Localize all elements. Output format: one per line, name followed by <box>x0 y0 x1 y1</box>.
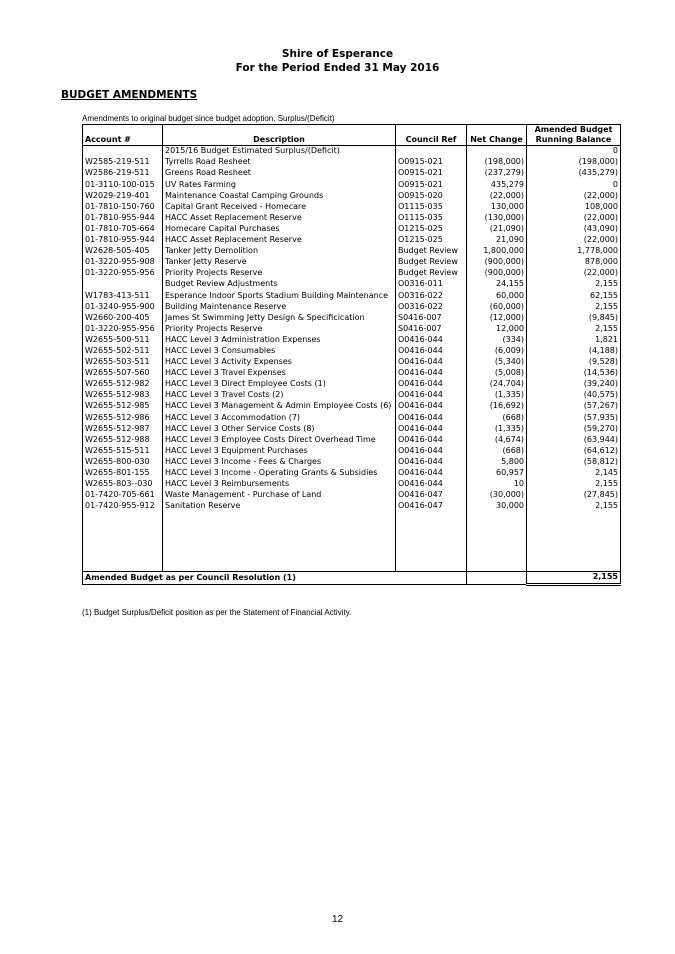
cell-description: Budget Review Adjustments <box>163 279 396 290</box>
cell-running-balance: (58,812) <box>527 457 621 468</box>
cell-council-ref: O0316-022 <box>396 301 467 312</box>
cell-council-ref: O0915-021 <box>396 168 467 179</box>
table-row <box>83 379 621 390</box>
table-row <box>83 401 621 412</box>
cell-running-balance: 1,778,000 <box>527 246 621 257</box>
cell-description: Capital Grant Received - Homecare <box>163 201 396 212</box>
cell-account: W2585-219-511 <box>83 157 163 168</box>
cell-description: Greens Road Resheet <box>163 168 396 179</box>
cell-council-ref: Budget Review <box>396 246 467 257</box>
cell-running-balance: 0 <box>527 179 621 190</box>
cell-description: Maintenance Coastal Camping Grounds <box>163 190 396 201</box>
cell-description: HACC Asset Replacement Reserve <box>163 235 396 246</box>
cell-running-balance: (9,528) <box>527 357 621 368</box>
cell-net-change: (198,000) <box>467 157 527 168</box>
cell-account: 01-7420-705-661 <box>83 490 163 501</box>
cell-description: HACC Level 3 Reimbursements <box>163 479 396 490</box>
cell-description: HACC Level 3 Travel Expenses <box>163 368 396 379</box>
table-row <box>83 257 621 268</box>
spacer-cell <box>396 512 467 572</box>
cell-description: HACC Level 3 Other Service Costs (8) <box>163 423 396 434</box>
cell-council-ref: Budget Review <box>396 257 467 268</box>
cell-council-ref: O0316-011 <box>396 279 467 290</box>
cell-running-balance: (4,188) <box>527 346 621 357</box>
cell-description: Priority Projects Reserve <box>163 268 396 279</box>
cell-running-balance: (22,000) <box>527 235 621 246</box>
spacer-cell <box>83 512 163 572</box>
cell-net-change: (900,000) <box>467 268 527 279</box>
cell-net-change: (5,340) <box>467 357 527 368</box>
cell-council-ref: O0416-044 <box>396 423 467 434</box>
table-row <box>83 457 621 468</box>
cell-net-change: (4,674) <box>467 434 527 445</box>
cell-council-ref: O0416-044 <box>396 346 467 357</box>
table-row <box>83 390 621 401</box>
col-running-balance-line2: Running Balance <box>535 135 612 144</box>
col-running-balance-line1: Amended Budget <box>534 125 613 134</box>
cell-account: 01-3220-955-956 <box>83 324 163 335</box>
cell-net-change: (30,000) <box>467 490 527 501</box>
cell-net-change: 21,090 <box>467 235 527 246</box>
cell-net-change: (668) <box>467 446 527 457</box>
cell-council-ref: S0416-007 <box>396 312 467 323</box>
report-period: For the Period Ended 31 May 2016 <box>235 62 440 74</box>
cell-net-change: (16,692) <box>467 401 527 412</box>
table-row <box>83 501 621 512</box>
cell-net-change: (900,000) <box>467 257 527 268</box>
cell-net-change: (1,335) <box>467 390 527 401</box>
table-row <box>83 179 621 190</box>
cell-account: W2655-512-986 <box>83 412 163 423</box>
cell-description: 2015/16 Budget Estimated Surplus/(Deficit) <box>163 146 396 158</box>
cell-running-balance: (22,000) <box>527 213 621 224</box>
cell-running-balance: 2,155 <box>527 301 621 312</box>
cell-running-balance: (43,090) <box>527 224 621 235</box>
cell-net-change: 130,000 <box>467 201 527 212</box>
cell-account: W2655-512-985 <box>83 401 163 412</box>
cell-account: 01-7420-955-912 <box>83 501 163 512</box>
cell-running-balance: 2,145 <box>527 468 621 479</box>
table-row <box>83 190 621 201</box>
cell-running-balance: 1,821 <box>527 335 621 346</box>
cell-running-balance: (59,270) <box>527 423 621 434</box>
cell-net-change: (21,090) <box>467 224 527 235</box>
cell-account: W2655-512-983 <box>83 390 163 401</box>
cell-council-ref: O0416-044 <box>396 446 467 457</box>
table-row <box>83 490 621 501</box>
cell-council-ref: O0416-044 <box>396 379 467 390</box>
total-row <box>83 572 621 585</box>
cell-council-ref: O0416-044 <box>396 390 467 401</box>
cell-council-ref: O1115-035 <box>396 213 467 224</box>
cell-running-balance: 108,000 <box>527 201 621 212</box>
cell-net-change: (22,000) <box>467 190 527 201</box>
cell-description: HACC Level 3 Income - Fees & Charges <box>163 457 396 468</box>
cell-net-change: 30,000 <box>467 501 527 512</box>
spacer-cell <box>527 512 621 572</box>
table-row <box>83 335 621 346</box>
cell-net-change: 60,957 <box>467 468 527 479</box>
cell-account: W1783-413-511 <box>83 290 163 301</box>
table-row <box>83 224 621 235</box>
table-row <box>83 279 621 290</box>
table-row <box>83 368 621 379</box>
cell-net-change: (6,009) <box>467 346 527 357</box>
cell-account: 01-3220-955-956 <box>83 268 163 279</box>
table-spacer-row <box>83 512 621 572</box>
cell-account: W2628-505-405 <box>83 246 163 257</box>
cell-account: W2655-512-987 <box>83 423 163 434</box>
table-row <box>83 446 621 457</box>
cell-council-ref: Budget Review <box>396 268 467 279</box>
cell-council-ref: O0416-047 <box>396 501 467 512</box>
cell-account: 01-7810-955-944 <box>83 235 163 246</box>
cell-description: UV Rates Farming <box>163 179 396 190</box>
footnote: (1) Budget Surplus/Deficit position as per the Statement of Financial Activity. <box>82 608 352 617</box>
cell-description: Homecare Capital Purchases <box>163 224 396 235</box>
cell-running-balance: (64,612) <box>527 446 621 457</box>
cell-running-balance: (27,845) <box>527 490 621 501</box>
table-row <box>83 235 621 246</box>
total-label: Amended Budget as per Council Resolution (1) <box>83 572 467 585</box>
cell-council-ref: S0416-007 <box>396 324 467 335</box>
page-number: 12 <box>331 914 344 925</box>
cell-running-balance: (9,845) <box>527 312 621 323</box>
cell-account: W2660-200-405 <box>83 312 163 323</box>
cell-council-ref: O0915-021 <box>396 157 467 168</box>
cell-council-ref: O1215-025 <box>396 224 467 235</box>
cell-council-ref: O1215-025 <box>396 235 467 246</box>
cell-account <box>83 146 163 158</box>
table-row <box>83 213 621 224</box>
table-row <box>83 146 621 158</box>
cell-running-balance: (40,575) <box>527 390 621 401</box>
cell-description: HACC Level 3 Accommodation (7) <box>163 412 396 423</box>
cell-council-ref: O0416-044 <box>396 468 467 479</box>
cell-description: Tyrrells Road Resheet <box>163 157 396 168</box>
cell-council-ref: O0915-021 <box>396 179 467 190</box>
cell-running-balance: 62,155 <box>527 290 621 301</box>
cell-account: W2029-219-401 <box>83 190 163 201</box>
cell-account: W2655-502-511 <box>83 346 163 357</box>
cell-running-balance: (63,944) <box>527 434 621 445</box>
cell-net-change: (237,279) <box>467 168 527 179</box>
cell-council-ref: O0416-044 <box>396 434 467 445</box>
table-row <box>83 357 621 368</box>
cell-description: HACC Level 3 Equipment Purchases <box>163 446 396 457</box>
cell-account: 01-3110-100-015 <box>83 179 163 190</box>
cell-running-balance: (57,267) <box>527 401 621 412</box>
cell-council-ref: O0416-044 <box>396 401 467 412</box>
cell-account: W2655-515-511 <box>83 446 163 457</box>
budget-amendments-table <box>82 124 621 586</box>
cell-account: 01-7810-705-664 <box>83 224 163 235</box>
cell-description: HACC Level 3 Activity Expenses <box>163 357 396 368</box>
cell-account: W2655-512-988 <box>83 434 163 445</box>
table-row <box>83 324 621 335</box>
cell-description: HACC Level 3 Consumables <box>163 346 396 357</box>
cell-description: Waste Management - Purchase of Land <box>163 490 396 501</box>
cell-account: W2655-503-511 <box>83 357 163 368</box>
cell-account: W2655-800-030 <box>83 457 163 468</box>
cell-running-balance: 2,155 <box>527 479 621 490</box>
cell-net-change: (130,000) <box>467 213 527 224</box>
col-net-change: Net Change <box>467 125 527 146</box>
cell-description: HACC Level 3 Income - Operating Grants & Subsidies <box>163 468 396 479</box>
cell-council-ref: O0416-044 <box>396 479 467 490</box>
col-council-ref: Council Ref <box>396 125 467 146</box>
cell-description: HACC Level 3 Management & Admin Employee Costs (6) <box>163 401 396 412</box>
cell-description: Building Maintenance Reserve <box>163 301 396 312</box>
table-row <box>83 423 621 434</box>
cell-running-balance: (57,935) <box>527 412 621 423</box>
table-row <box>83 346 621 357</box>
cell-net-change: 1,800,000 <box>467 246 527 257</box>
cell-description: Priority Projects Reserve <box>163 324 396 335</box>
cell-running-balance: (39,240) <box>527 379 621 390</box>
cell-account: W2655-507-560 <box>83 368 163 379</box>
table-row <box>83 412 621 423</box>
cell-running-balance: (14,536) <box>527 368 621 379</box>
cell-net-change: (668) <box>467 412 527 423</box>
cell-account: W2586-219-511 <box>83 168 163 179</box>
cell-running-balance: 2,155 <box>527 501 621 512</box>
table-row <box>83 468 621 479</box>
cell-account: 01-3240-955-900 <box>83 301 163 312</box>
cell-account: W2655-512-982 <box>83 379 163 390</box>
cell-account: 01-3220-955-908 <box>83 257 163 268</box>
cell-description: Esperance Indoor Sports Stadium Building Maintenance <box>163 290 396 301</box>
cell-account: W2655-500-511 <box>83 335 163 346</box>
cell-description: Tanker Jetty Demolition <box>163 246 396 257</box>
cell-council-ref: O0416-044 <box>396 412 467 423</box>
cell-account: W2655-801-155 <box>83 468 163 479</box>
cell-description: HACC Level 3 Direct Employee Costs (1) <box>163 379 396 390</box>
section-heading: BUDGET AMENDMENTS <box>61 89 198 101</box>
cell-running-balance: 2,155 <box>527 279 621 290</box>
total-net-change <box>467 572 527 585</box>
cell-description: HACC Asset Replacement Reserve <box>163 213 396 224</box>
table-row <box>83 268 621 279</box>
cell-net-change: 5,800 <box>467 457 527 468</box>
cell-council-ref: O0416-044 <box>396 335 467 346</box>
cell-running-balance: (198,000) <box>527 157 621 168</box>
table-row <box>83 201 621 212</box>
cell-council-ref <box>396 146 467 158</box>
table-row <box>83 246 621 257</box>
cell-net-change: (334) <box>467 335 527 346</box>
cell-net-change: (5,008) <box>467 368 527 379</box>
cell-description: HACC Level 3 Administration Expenses <box>163 335 396 346</box>
spacer-cell <box>467 512 527 572</box>
cell-net-change: (60,000) <box>467 301 527 312</box>
cell-net-change: (24,704) <box>467 379 527 390</box>
table-body <box>83 146 621 585</box>
spacer-cell <box>163 512 396 572</box>
cell-council-ref: O0316-022 <box>396 290 467 301</box>
cell-net-change: 10 <box>467 479 527 490</box>
cell-council-ref: O0416-047 <box>396 490 467 501</box>
table-row <box>83 434 621 445</box>
cell-net-change: 24,155 <box>467 279 527 290</box>
col-account: Account # <box>83 125 163 146</box>
cell-running-balance: 0 <box>527 146 621 158</box>
table-row <box>83 479 621 490</box>
cell-net-change: 12,000 <box>467 324 527 335</box>
cell-account: 01-7810-955-944 <box>83 213 163 224</box>
cell-net-change: 435,279 <box>467 179 527 190</box>
table-note: Amendments to original budget since budget adoption. Surplus/(Deficit) <box>82 114 335 123</box>
cell-running-balance: (22,000) <box>527 190 621 201</box>
cell-council-ref: O0416-044 <box>396 457 467 468</box>
table-row <box>83 301 621 312</box>
total-value: 2,155 <box>527 572 621 585</box>
cell-account: 01-7810-150-760 <box>83 201 163 212</box>
col-running-balance <box>527 125 621 146</box>
cell-running-balance: 878,000 <box>527 257 621 268</box>
cell-net-change <box>467 146 527 158</box>
cell-net-change: (12,000) <box>467 312 527 323</box>
cell-account <box>83 279 163 290</box>
cell-council-ref: O1115-035 <box>396 201 467 212</box>
cell-running-balance: 2,155 <box>527 324 621 335</box>
table-header-row <box>83 125 621 146</box>
cell-net-change: 60,000 <box>467 290 527 301</box>
cell-description: HACC Level 3 Employee Costs Direct Overhead Time <box>163 434 396 445</box>
cell-description: Tanker Jetty Reserve <box>163 257 396 268</box>
table-row <box>83 312 621 323</box>
cell-account: W2655-803--030 <box>83 479 163 490</box>
table-row <box>83 168 621 179</box>
cell-running-balance: (22,000) <box>527 268 621 279</box>
col-description: Description <box>163 125 396 146</box>
table-row <box>83 290 621 301</box>
cell-description: HACC Level 3 Travel Costs (2) <box>163 390 396 401</box>
cell-council-ref: O0416-044 <box>396 368 467 379</box>
cell-net-change: (1,335) <box>467 423 527 434</box>
cell-description: Sanitation Reserve <box>163 501 396 512</box>
cell-council-ref: O0416-044 <box>396 357 467 368</box>
cell-description: James St Swimming Jetty Design & Specificication <box>163 312 396 323</box>
report-title: Shire of Esperance <box>281 48 394 60</box>
cell-council-ref: O0915-020 <box>396 190 467 201</box>
table-row <box>83 157 621 168</box>
cell-running-balance: (435,279) <box>527 168 621 179</box>
